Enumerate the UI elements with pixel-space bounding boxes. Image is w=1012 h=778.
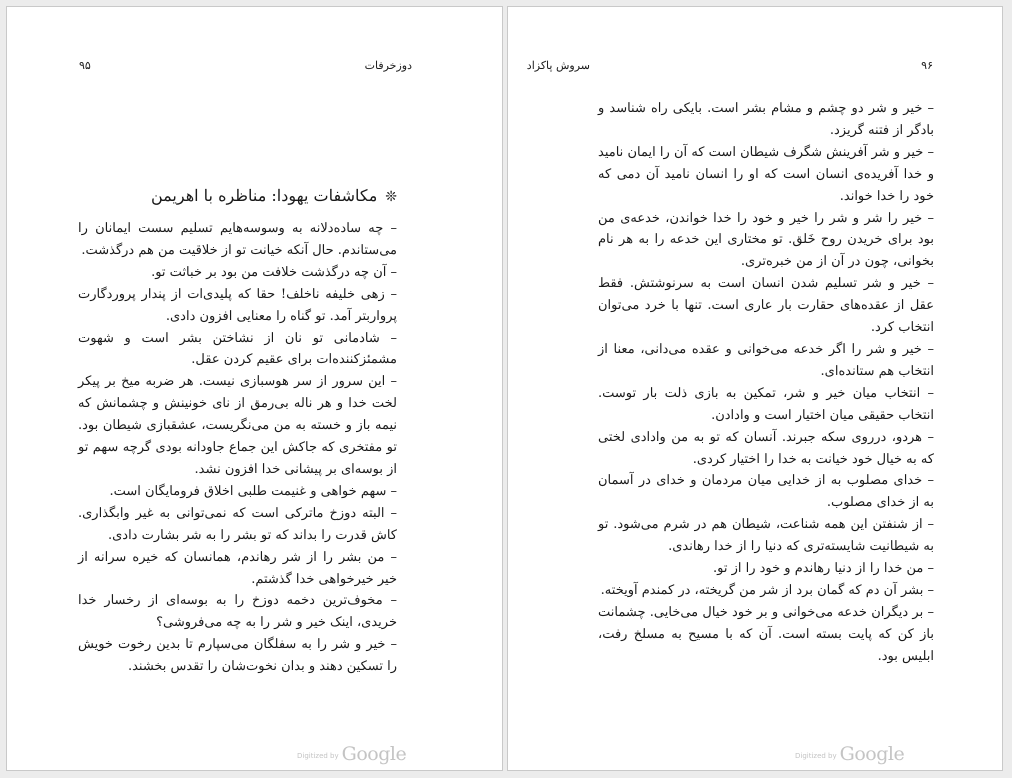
paragraph: – خیر و شر آفرینش شگرف شیطان است که آن را ایمان نامید و خدا آفریده‌ی انسان است که او را انسان نامید آن دمی که خود را خدا خواند. [598, 144, 934, 204]
paragraph: – البته دوزخ ماترکی است که نمی‌توانی به غیر وابگذاری. کاش قدرت را بداند که تو بشر را به شر بشارت دادی. [78, 505, 397, 543]
paragraph: – خیر و شر تسلیم شدن انسان است به سرنوشتش. فقط عقل از عقده‌های حقارت بار عاری است. تنها با خرد می‌توان انتخاب کرد. [598, 276, 934, 336]
digitized-watermark [795, 743, 904, 765]
google-logo: Google [341, 743, 407, 765]
section-title-line [151, 184, 397, 209]
paragraph: – از شنفتن این همه شناعت، شیطان هم در شرم می‌شود. تو به شیطانیت شایسته‌تری که دنیا را از خدا رهاندی. [598, 517, 934, 555]
paragraph: – چه ساده‌دلانه به وسوسه‌هایم تسلیم سست ایمانان را می‌ستاندم. حال آنکه خیانت تو از خلاقیت من هم درگذشت. [78, 221, 397, 258]
paragraph: – این سرور از سر هوسبازی نیست. هر ضربه میخ بر پیکر لخت خدا و هر ناله بی‌رمق از نای خونینش و چشمانش که نیمه باز و خسته به من می‌نگریست، عشقبازی شیطان بود. تو مفتخری که جاکش این جماع جاودانه بودی گرچه سهم تو از بوسه‌ای بر پیشانی خدا افزون نشد. [78, 374, 397, 477]
page-number: ۹۵ [79, 59, 91, 72]
right-book-page [507, 6, 1003, 771]
section-title: مکاشفات یهودا: مناظره با اهریمن [151, 186, 378, 205]
right-page-body [598, 98, 934, 668]
paragraph: – خیر را شر و شر را خیر و خود را خدا خواندن، خدعه‌ی من بود برای خریدن روح خَلق. تو مختاری این خدعه را به هر نام بخوانی، چون در آن از من خبره‌تری. [598, 210, 934, 270]
left-page-body [78, 218, 397, 678]
paragraph: – بشر آن دم که گمان برد از شر من گریخته، در کمندم آویخته. [600, 582, 934, 598]
paragraph: – آن چه درگذشت خلافت من بود بر خباثت تو. [151, 264, 397, 280]
paragraph: – خدای مصلوب به از خدایی میان مردمان و خدای در آسمان به از خدای مصلوب. [598, 473, 934, 511]
paragraph: – من خدا را از دنیا رهاندم و خود را از تو. [712, 561, 934, 577]
digitized-watermark [297, 743, 406, 765]
paragraph: – سهم خواهی و غنیمت طلبی اخلاق فرومایگان است. [109, 483, 397, 499]
paragraph: – شادمانی تو نان از نشاختن بشر است و شهوت مشمئزکننده‌ات برای عقیم کردن عقل. [78, 330, 397, 368]
paragraph: – خیر و شر دو چشم و مشام بشر است. بایکی راه شناسد و بادگر از فتنه گریزد. [598, 101, 934, 138]
page-number: ۹۶ [921, 59, 933, 72]
paragraph: – انتخاب میان خیر و شر، تمکین به بازی ذلت بار توست. انتخاب حقیقی میان اختیار است و وادادن. [598, 385, 934, 423]
section-marker-icon: ❊ [385, 189, 397, 205]
watermark-caption: Digitized by [795, 752, 837, 760]
running-title: سروش پاکزاد [526, 59, 590, 72]
left-book-page [6, 6, 503, 771]
watermark-caption: Digitized by [297, 752, 339, 760]
google-logo: Google [839, 743, 905, 765]
paragraph: – هردو، درروی سکه جبرند. آنسان که تو به من وادادی لختی که به خیال خود خیانت به خدا را اختیار کردی. [598, 429, 934, 467]
paragraph: – مخوف‌ترین دخمه دوزخ را به بوسه‌ای از رخسار خدا خریدی، اینک خیر و شر را به چه می‌فروشی؟ [78, 593, 397, 631]
running-title: دوزخرفات [364, 59, 412, 72]
paragraph: – بر دیگران خدعه می‌خوانی و بر خود خیال می‌خایی. چشمانت باز کن که پایت بسته است. آن که با مسیح به مسلخ رفت، ابلیس بود. [598, 604, 934, 664]
paragraph: – خیر و شر را اگر خدعه می‌خوانی و عقده می‌دانی، معنا از انتخاب هم ستانده‌ای. [598, 341, 934, 379]
paragraph: – خیر و شر را به سفلگان می‌سپارم تا بدین رخوت خویش را تسکین دهند و بدان نخوت‌شان را تقدس بخشند. [78, 637, 397, 675]
paragraph: – من بشر را از شر رهاندم، همانسان که خیره سرانه از خیر خیرخواهی خدا گذشتم. [78, 549, 397, 587]
paragraph: – زهی خلیفه ناخلف! حقا که پلیدی‌ات از پندار پروردگارت پرواربتر آمد. تو گناه را معنایی افزون دادی. [78, 286, 397, 324]
